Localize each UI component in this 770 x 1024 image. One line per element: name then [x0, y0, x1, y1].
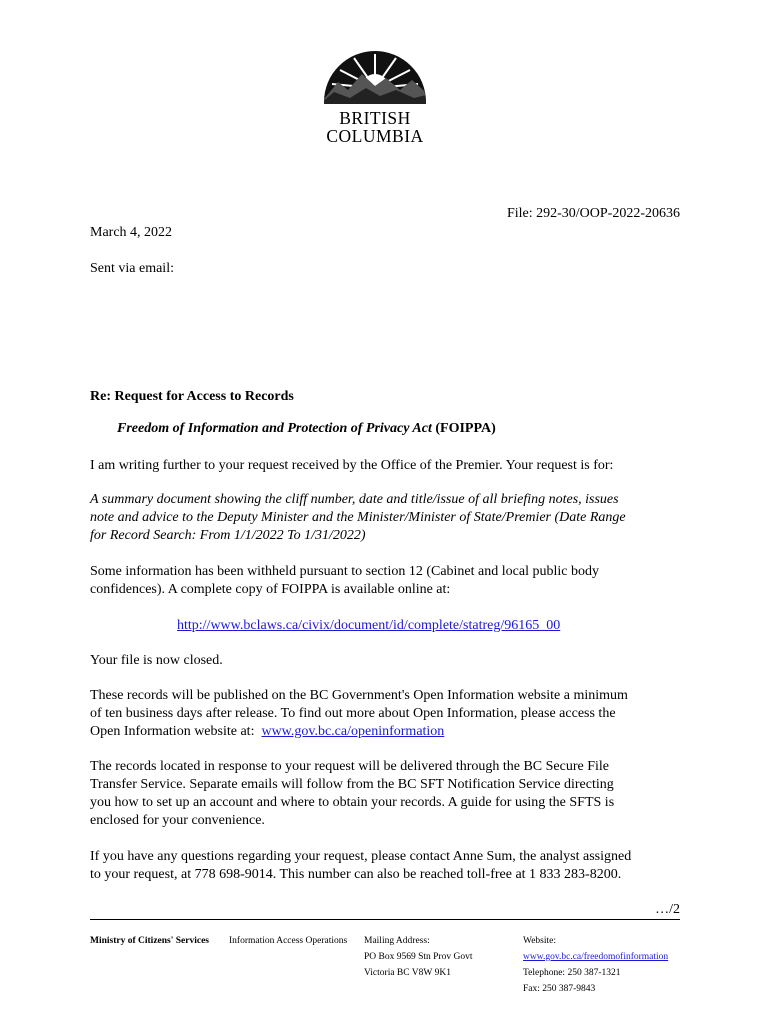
telephone: Telephone: 250 387-1321: [523, 968, 621, 978]
footer-ministry: Ministry of Citizens' Services: [90, 936, 209, 946]
paragraph-withheld: [90, 563, 599, 599]
foippa-link[interactable]: http://www.bclaws.ca/civix/document/id/complete/statreg/96165_00: [177, 618, 561, 633]
paragraph-line: These records will be published on the BC Government's Open Information website a minimum: [90, 688, 628, 703]
footer-mailing-address: [364, 933, 472, 981]
paragraph-line: If you have any questions regarding your request, please contact Anne Sum, the analyst assigned: [90, 849, 632, 864]
paragraph-line: confidences). A complete copy of FOIPPA is available online at:: [90, 582, 451, 597]
paragraph-sfts: [90, 758, 614, 830]
paragraph-line: Transfer Service. Separate emails will follow from the BC SFT Notification Service directing: [90, 777, 614, 792]
paragraph-line: to your request, at 778 698-9014. This number can also be reached toll-free at 1 833 283-8200.: [90, 867, 622, 882]
paragraph-closed: Your file is now closed.: [90, 653, 223, 668]
request-description: [90, 491, 626, 545]
file-reference: File: 292-30/OOP-2022-20636: [506, 206, 680, 221]
footer-divider: [90, 919, 680, 920]
letter-date: March 4, 2022: [90, 225, 173, 240]
subject-line: Re: Request for Access to Records: [90, 389, 294, 404]
open-information-link[interactable]: www.gov.bc.ca/openinformation: [261, 724, 445, 739]
request-line: A summary document showing the cliff number, date and title/issue of all briefing notes, issues: [90, 492, 619, 507]
page-continuation-marker: …/2: [655, 902, 680, 917]
fax: Fax: 250 387-9843: [523, 984, 596, 994]
act-heading: [117, 420, 496, 438]
paragraph-line: enclosed for your convenience.: [90, 813, 265, 828]
website-label: Website:: [523, 936, 557, 946]
footer-contact-info: [523, 933, 668, 997]
website-link[interactable]: www.gov.bc.ca/freedomofinformation: [523, 952, 669, 962]
mailing-line: Victoria BC V8W 9K1: [364, 968, 451, 978]
act-abbreviation: (FOIPPA): [435, 421, 496, 436]
paragraph-intro: I am writing further to your request received by the Office of the Premier. Your request is for:: [90, 458, 614, 473]
paragraph-line: The records located in response to your request will be delivered through the BC Secure File: [90, 759, 610, 774]
open-info-prefix: Open Information website at:: [90, 724, 262, 739]
act-title: Freedom of Information and Protection of Privacy Act: [117, 421, 432, 436]
bc-logo: [320, 44, 430, 145]
paragraph-line: you how to set up an account and where to obtain your records. A guide for using the SFTS is: [90, 795, 615, 810]
paragraph-line: Some information has been withheld pursuant to section 12 (Cabinet and local public body: [90, 564, 599, 579]
paragraph-line: [90, 723, 628, 741]
paragraph-open-information: [90, 687, 628, 741]
request-line: note and advice to the Deputy Minister and the Minister/Minister of State/Premier (Date Range: [90, 510, 626, 525]
sent-via: Sent via email:: [90, 261, 174, 276]
logo-text-columbia: COLUMBIA: [326, 126, 424, 146]
paragraph-line: of ten business days after release. To find out more about Open Information, please access the: [90, 706, 616, 721]
request-line: for Record Search: From 1/1/2022 To 1/31/2022): [90, 528, 366, 543]
mailing-line: PO Box 9569 Stn Prov Govt: [364, 952, 473, 962]
logo-text-british: BRITISH: [339, 108, 411, 128]
bc-crest-icon: [320, 44, 430, 104]
paragraph-contact: [90, 848, 631, 884]
footer-branch: Information Access Operations: [229, 936, 348, 946]
mailing-label: Mailing Address:: [364, 936, 430, 946]
